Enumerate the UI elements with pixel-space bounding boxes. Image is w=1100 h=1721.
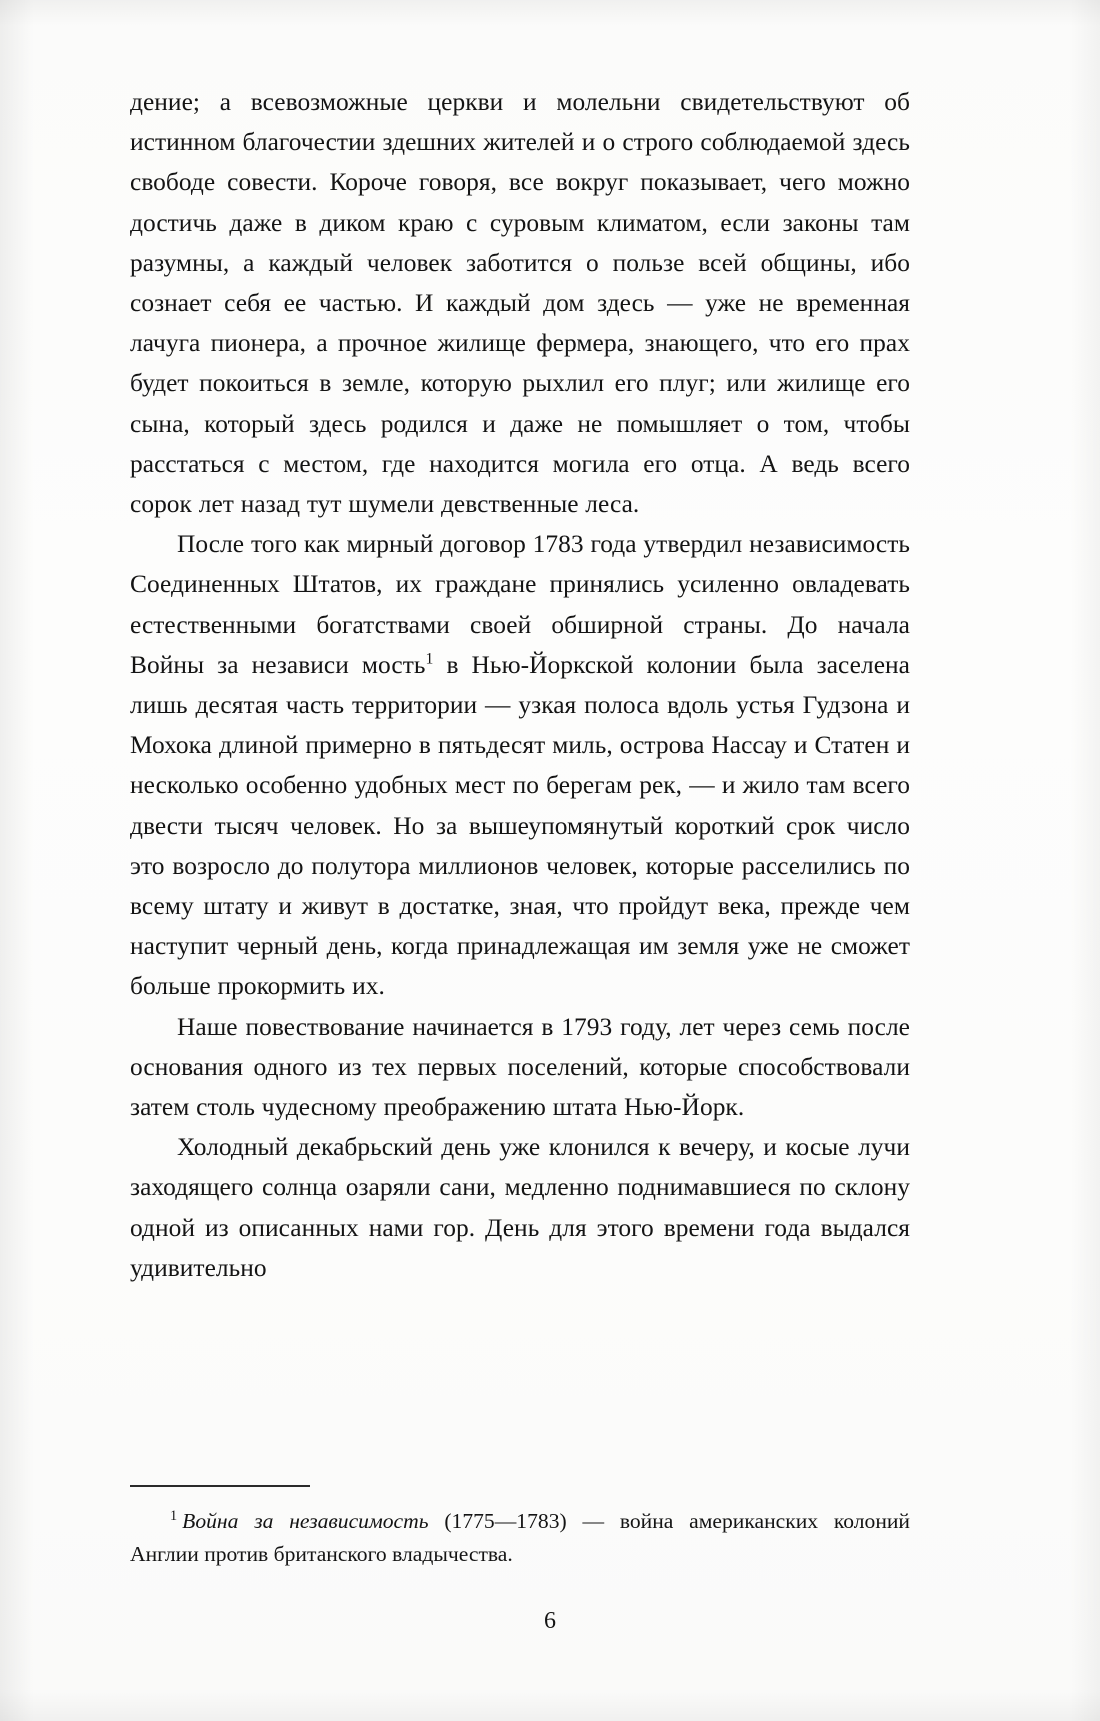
footnote-title-italic: Война за независимость (182, 1509, 429, 1533)
page-edge-shading-right (1070, 0, 1100, 1721)
paragraph-text-before-footnote-ref: После того как мирный договор 1783 года утвердил независимость Соединенных Штатов, их граждане принялись усиленно овладевать естественными богатствами своей обширной страны. До начала Войны за независи мость (130, 530, 910, 679)
page-edge-shading-top (0, 0, 1100, 26)
paragraph-narrative-start: Наше повествование начинается в 1793 году, лет через семь после основания одного из тех первых поселений, которые способствовали затем столь чудесному преображению штата Нью-Йорк. (130, 1012, 910, 1122)
footnote-reference-marker[interactable]: 1 (425, 650, 434, 668)
paragraph-continued: дение; а всевозможные церкви и молельни свидетельствуют об истинном благочестии здешних жителей и о строго соблюдаемой здесь свободе совести. Короче говоря, все вокруг показывает, чего можно достичь даже в диком краю с суровым климатом, если законы там разумны, а каждый человек заботится о пользе всей общины, ибо сознает себя ее частью. И каждый дом здесь — уже не временная лачуга пионера, а прочное жилище фермера, знающего, что его прах будет покоиться в земле, которую рыхлил его плуг; или жилище его сына, который здесь родился и даже не помышляет о том, чтобы расстаться с местом, где находится могила его отца. А ведь всего сорок лет назад тут шумели девственные леса. (130, 88, 910, 519)
paragraph-text-after-footnote-ref: в Нью-Йоркской колонии была заселена лишь десятая часть территории — узкая полоса вдоль устья Гудзона и Мохока длиной примерно в пятьдесят миль, острова Нассау и Статен и несколько особенно удобных мест по берегам рек, — и жило там всего двести тысяч человек. Но за вышеупомянутый короткий срок число это возросло до полутора миллионов человек, которые расселились по всему штату и живут в достатке, зная, что пройдут века, прежде чем наступит черный день, когда принадлежащая им земля уже не сможет больше прокормить их. (130, 650, 910, 1001)
paragraph-independence (130, 524, 910, 1006)
footnote-text (130, 1505, 910, 1570)
paragraph-december-day: Холодный декабрьский день уже клонился к вечеру, и косые лучи заходящего солнца озаряли сани, медленно поднимавшиеся по склону одной из описанных нами гор. День для этого времени года выдался удивительно (130, 1133, 910, 1282)
text-block (130, 82, 910, 1288)
footnote-separator-rule (130, 1485, 310, 1487)
page-number: 6 (544, 1608, 556, 1634)
footnote-area (130, 1485, 910, 1570)
page-edge-shading-left (0, 0, 34, 1721)
footnote-marker: 1 (170, 1507, 178, 1524)
body-text (130, 82, 910, 1288)
page-edge-shading-bottom (0, 1691, 1100, 1721)
footnote-body: (1775—1783) — война американских колоний Англии против британского владычества. (130, 1509, 910, 1566)
